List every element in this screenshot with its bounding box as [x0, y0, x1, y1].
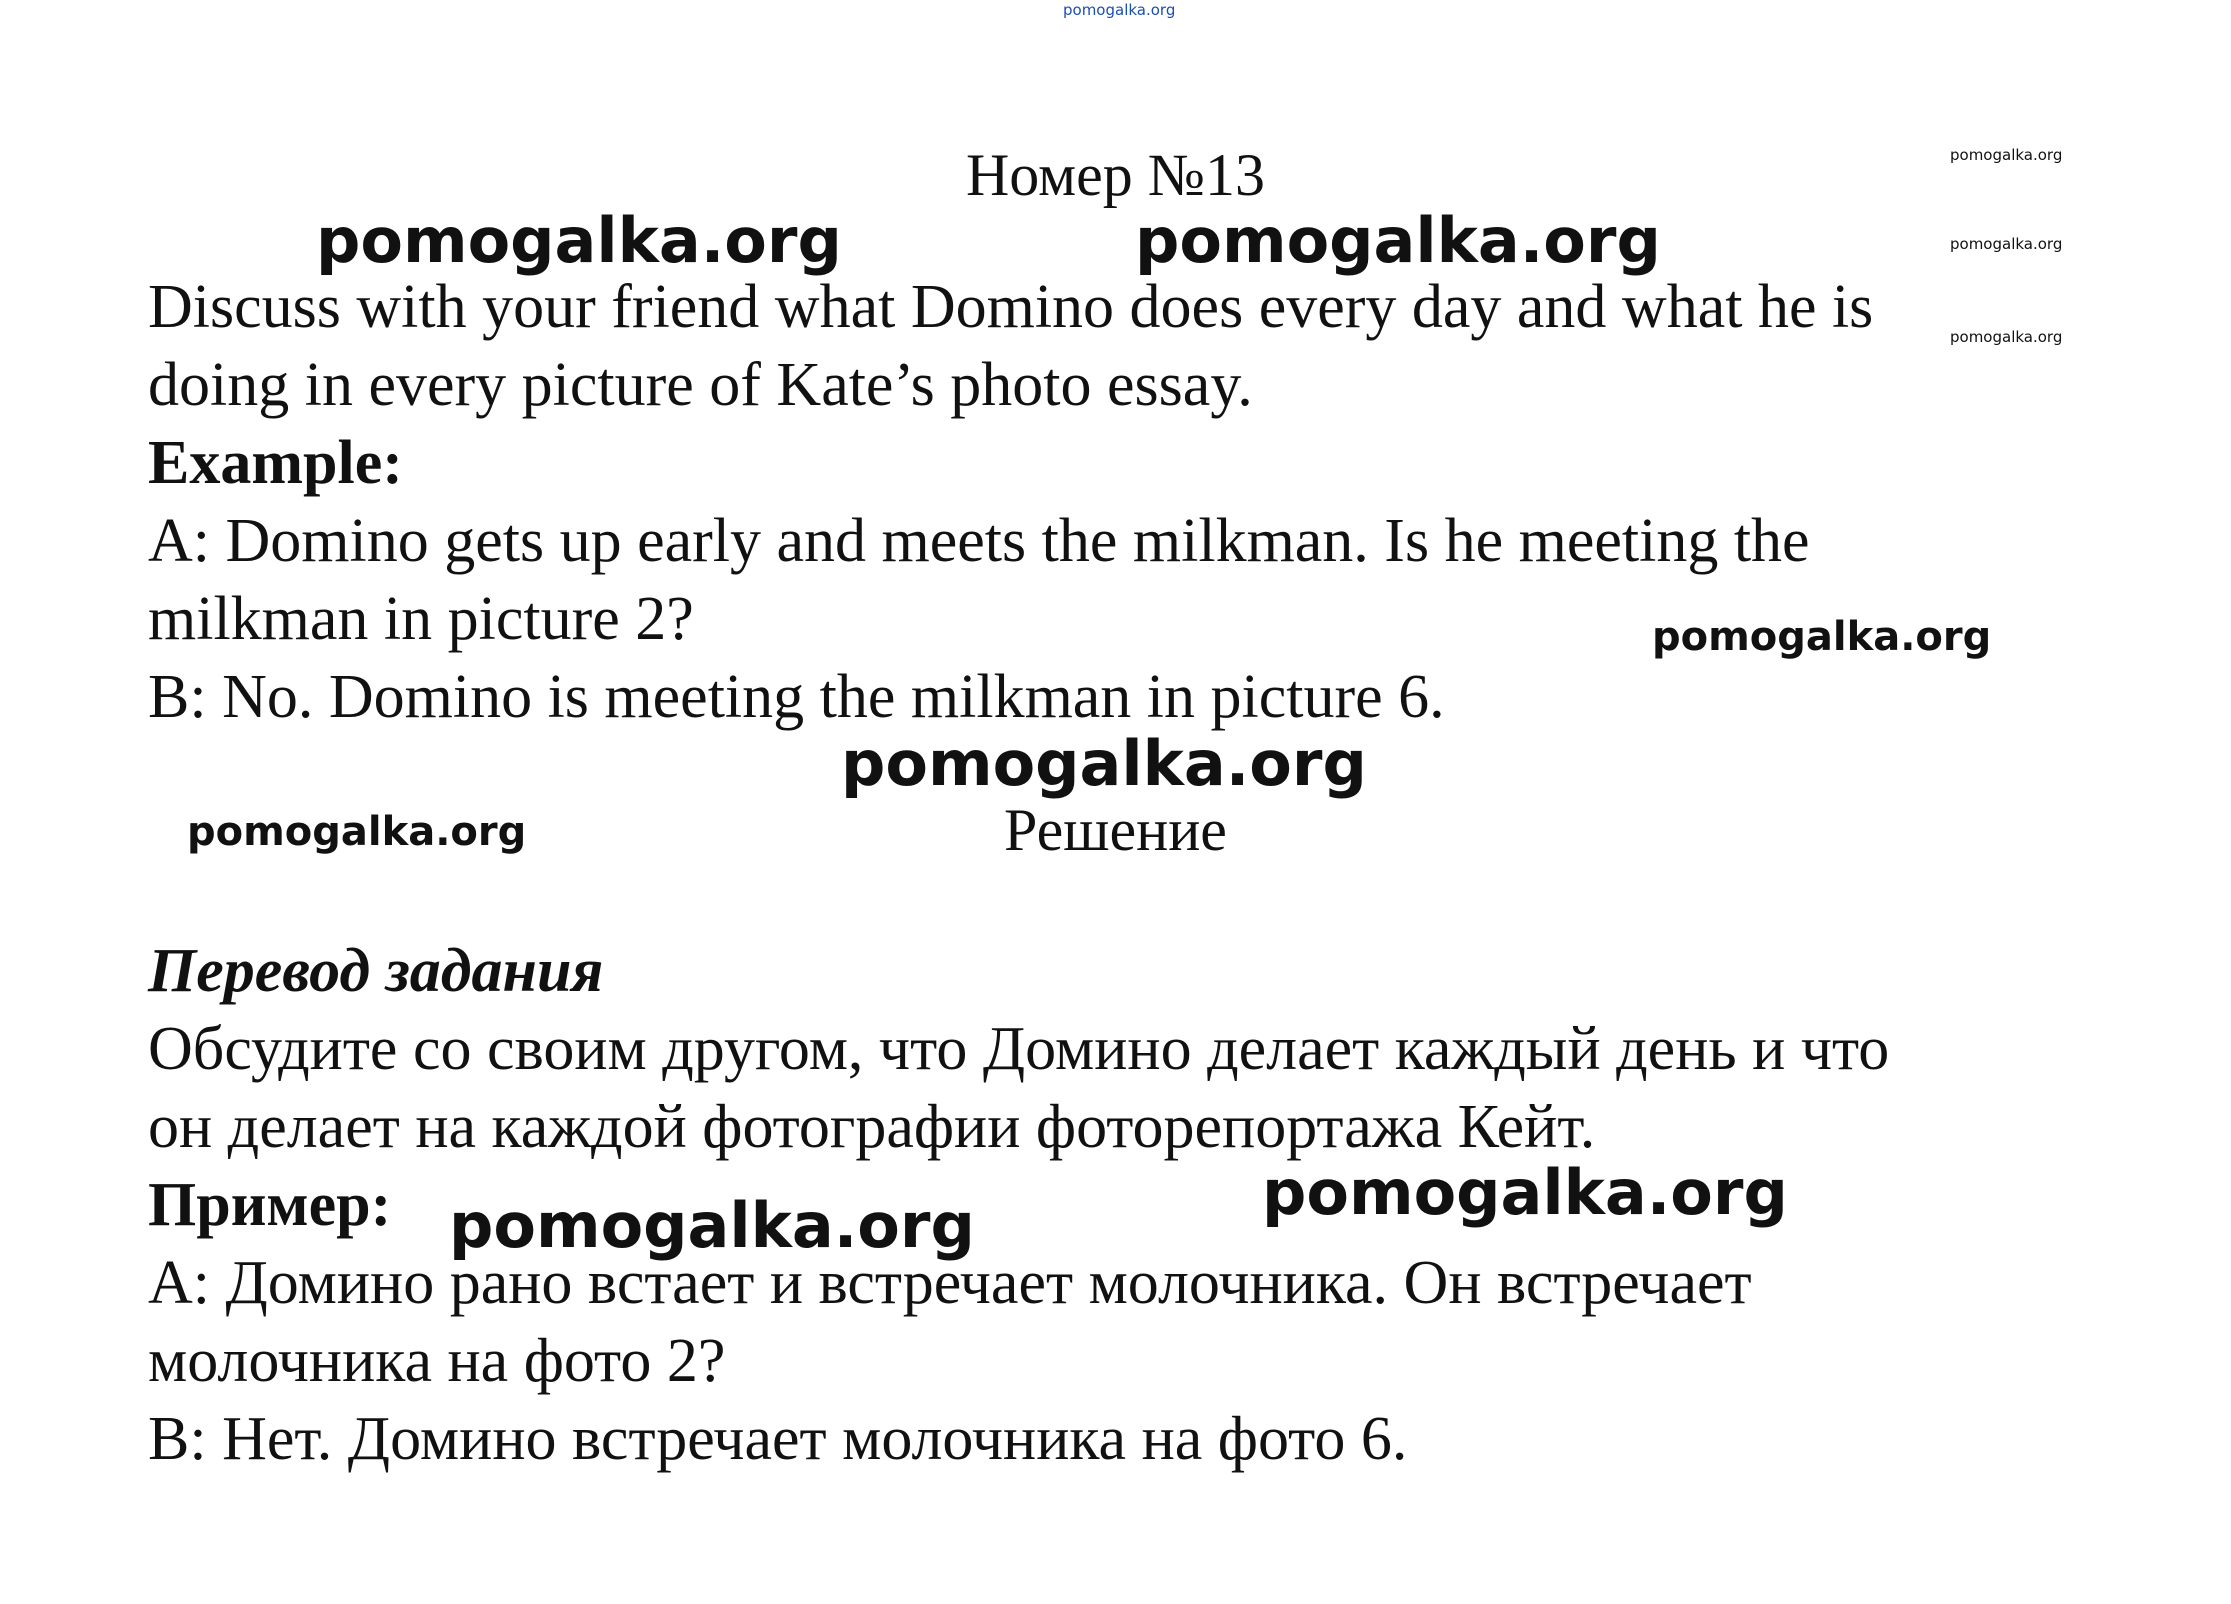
watermark-small-1: pomogalka.org — [1950, 146, 2063, 164]
translation-heading: Перевод задания — [148, 937, 604, 1005]
example-label: Example: — [148, 429, 403, 497]
solution-heading: Решение — [1004, 797, 1227, 863]
watermark-large-1: pomogalka.org — [316, 204, 842, 277]
watermark-medium-1: pomogalka.org — [1652, 614, 1992, 660]
watermark-large-4: pomogalka.org — [1262, 1156, 1788, 1229]
watermark-small-2: pomogalka.org — [1950, 235, 2063, 253]
example-a-line-2: milkman in picture 2? — [148, 585, 694, 653]
translation-a-line-2: молочника на фото 2? — [148, 1327, 726, 1395]
task-text-line-1: Discuss with your friend what Domino does every day and what he is — [148, 273, 1874, 341]
task-text-line-2: doing in every picture of Kate’s photo essay. — [148, 351, 1253, 419]
translation-line-1: Обсудите со своим другом, что Домино делает каждый день и что — [148, 1015, 1890, 1083]
watermark-medium-2: pomogalka.org — [187, 809, 527, 855]
watermark-large-2: pomogalka.org — [1135, 204, 1661, 277]
translation-example-label: Пример: — [148, 1171, 392, 1239]
watermark-large-3: pomogalka.org — [841, 727, 1367, 800]
translation-b-line: B: Нет. Домино встречает молочника на фото 6. — [148, 1405, 1408, 1473]
translation-line-2: он делает на каждой фотографии фоторепортажа Кейт. — [148, 1093, 1596, 1161]
translation-a-line-1: A: Домино рано встает и встречает молочника. Он встречает — [148, 1249, 1752, 1317]
page-title: Номер №13 — [965, 142, 1266, 208]
watermark-large-5: pomogalka.org — [449, 1189, 975, 1262]
watermark-small-3: pomogalka.org — [1950, 328, 2063, 346]
example-b-line: B: No. Domino is meeting the milkman in picture 6. — [148, 663, 1445, 731]
watermark-top: pomogalka.org — [1063, 1, 1176, 19]
example-a-line-1: A: Domino gets up early and meets the milkman. Is he meeting the — [148, 507, 1810, 575]
